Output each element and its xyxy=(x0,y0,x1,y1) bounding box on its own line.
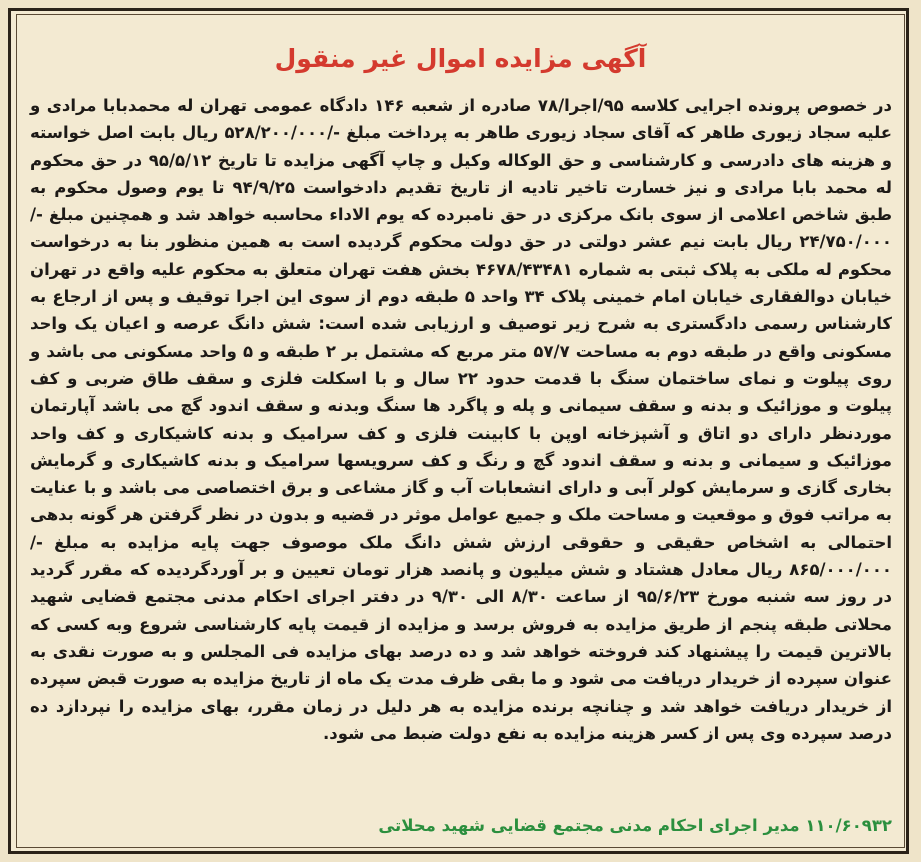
notice-signature: ۱۱۰/۶۰۹۳۲ مدیر اجرای احکام مدنی مجتمع قضایی شهید محلاتی xyxy=(378,816,892,835)
notice-body xyxy=(30,92,892,747)
notice-body-text: در خصوص پرونده اجرایی کلاسه ۹۵/اجرا/۷۸ صادره از شعبه ۱۴۶ دادگاه عمومی تهران له محمدبابا مرادی و علیه سجاد زیوری طاهر که آقای سجاد زیوری طاهر به پرداخت مبلغ -/۵۲۸/۲۰۰/۰۰۰ ریال بابت اصل خواسته و هزینه های دادرسی و کارشناسی و حق الوکاله وکیل و چاپ آگهی مزایده تا تاریخ ۹۵/۵/۱۲ در حق محکوم له محمد بابا مرادی و نیز خسارت تاخیر تادیه از تاریخ تقدیم دادخواست ۹۴/۹/۲۵ تا یوم وصول محکوم به طبق شاخص اعلامی از سوی بانک مرکزی در حق نامبرده که یوم الاداء محاسبه خواهد شد و همچنین مبلغ -/۲۴/۷۵۰/۰۰۰ ریال بابت نیم عشر دولتی در حق دولت محکوم گردیده است به همین منظور بنا به درخواست محکوم له ملکی به پلاک ثبتی به شماره ۴۶۷۸/۴۳۴۸۱ بخش هفت تهران متعلق به محکوم علیه واقع در تهران خیابان دوالفقاری خیابان امام خمینی پلاک ۳۴ واحد ۵ طبقه دوم از سوی این اجرا توقیف و پس از ارجاع به کارشناس رسمی دادگستری به شرح زیر توصیف و ارزیابی شده است: شش دانگ عرصه و اعیان یک واحد مسکونی واقع در طبقه دوم به مساحت ۵۷/۷ متر مربع که مشتمل بر ۲ طبقه و ۵ واحد مسکونی می باشد و روی پیلوت و نمای ساختمان سنگ با قدمت حدود ۲۲ سال و با اسکلت فلزی و سقف طاق ضربی و کف پیلوت و موزائیک و بدنه و سقف سیمانی و پله و پاگرد ها سنگ وبدنه و سقف اندود گچ می باشد آپارتمان موردنظر دارای دو اتاق و آشپزخانه اوپن با کابینت فلزی و کف سرامیک و بدنه کاشیکاری و کف واحد موزائیک و سیمانی و بدنه و سقف اندود گچ و رنگ و کف سرویسها سرامیک و بدنه کاشیکاری و گرمایش بخاری گازی و سرمایش کولر آبی و دارای انشعابات آب و گاز مشاعی و برق اختصاصی می باشد و با عنایت به مراتب فوق و موقعیت و مساحت ملک و جمیع عوامل موثر در قضیه و بدون در نظر گرفتن هر گونه بدهی احتمالی به اشخاص حقیقی و حقوقی ارزش شش دانگ ملک موصوف جهت پایه مزایده به مبلغ -/۸۶۵/۰۰۰/۰۰۰ ریال معادل هشتاد و شش میلیون و پانصد هزار تومان تعیین و بر آوردگردیده که مقرر گردید در روز سه شنبه مورخ ۹۵/۶/۲۳ از ساعت ۸/۳۰ الی ۹/۳۰ در دفتر اجرای احکام مدنی مجتمع قضایی شهید محلاتی طبقه پنجم از طریق مزایده به فروش برسد و مزایده از قیمت پایه کارشناسی شروع وبه کسی که بالاترین قیمت را پیشنهاد کند فروخته خواهد شد و ده درصد بهای مزایده فی المجلس و به صورت نقدی به عنوان سپرده از خریدار دریافت می شود و ما بقی ظرف مدت یک ماه از تاریخ مزایده به صورت قبض سپرده از خریدار دریافت خواهد شد و چنانچه برنده مزایده به هر دلیل در زمان مقرر، بهای مزایده را نپردازد ده درصد سپرده وی پس از کسر هزینه مزایده به نفع دولت ضبط می شود. xyxy=(30,96,892,743)
notice-title: آگهی مزایده اموال غیر منقول xyxy=(274,44,647,73)
